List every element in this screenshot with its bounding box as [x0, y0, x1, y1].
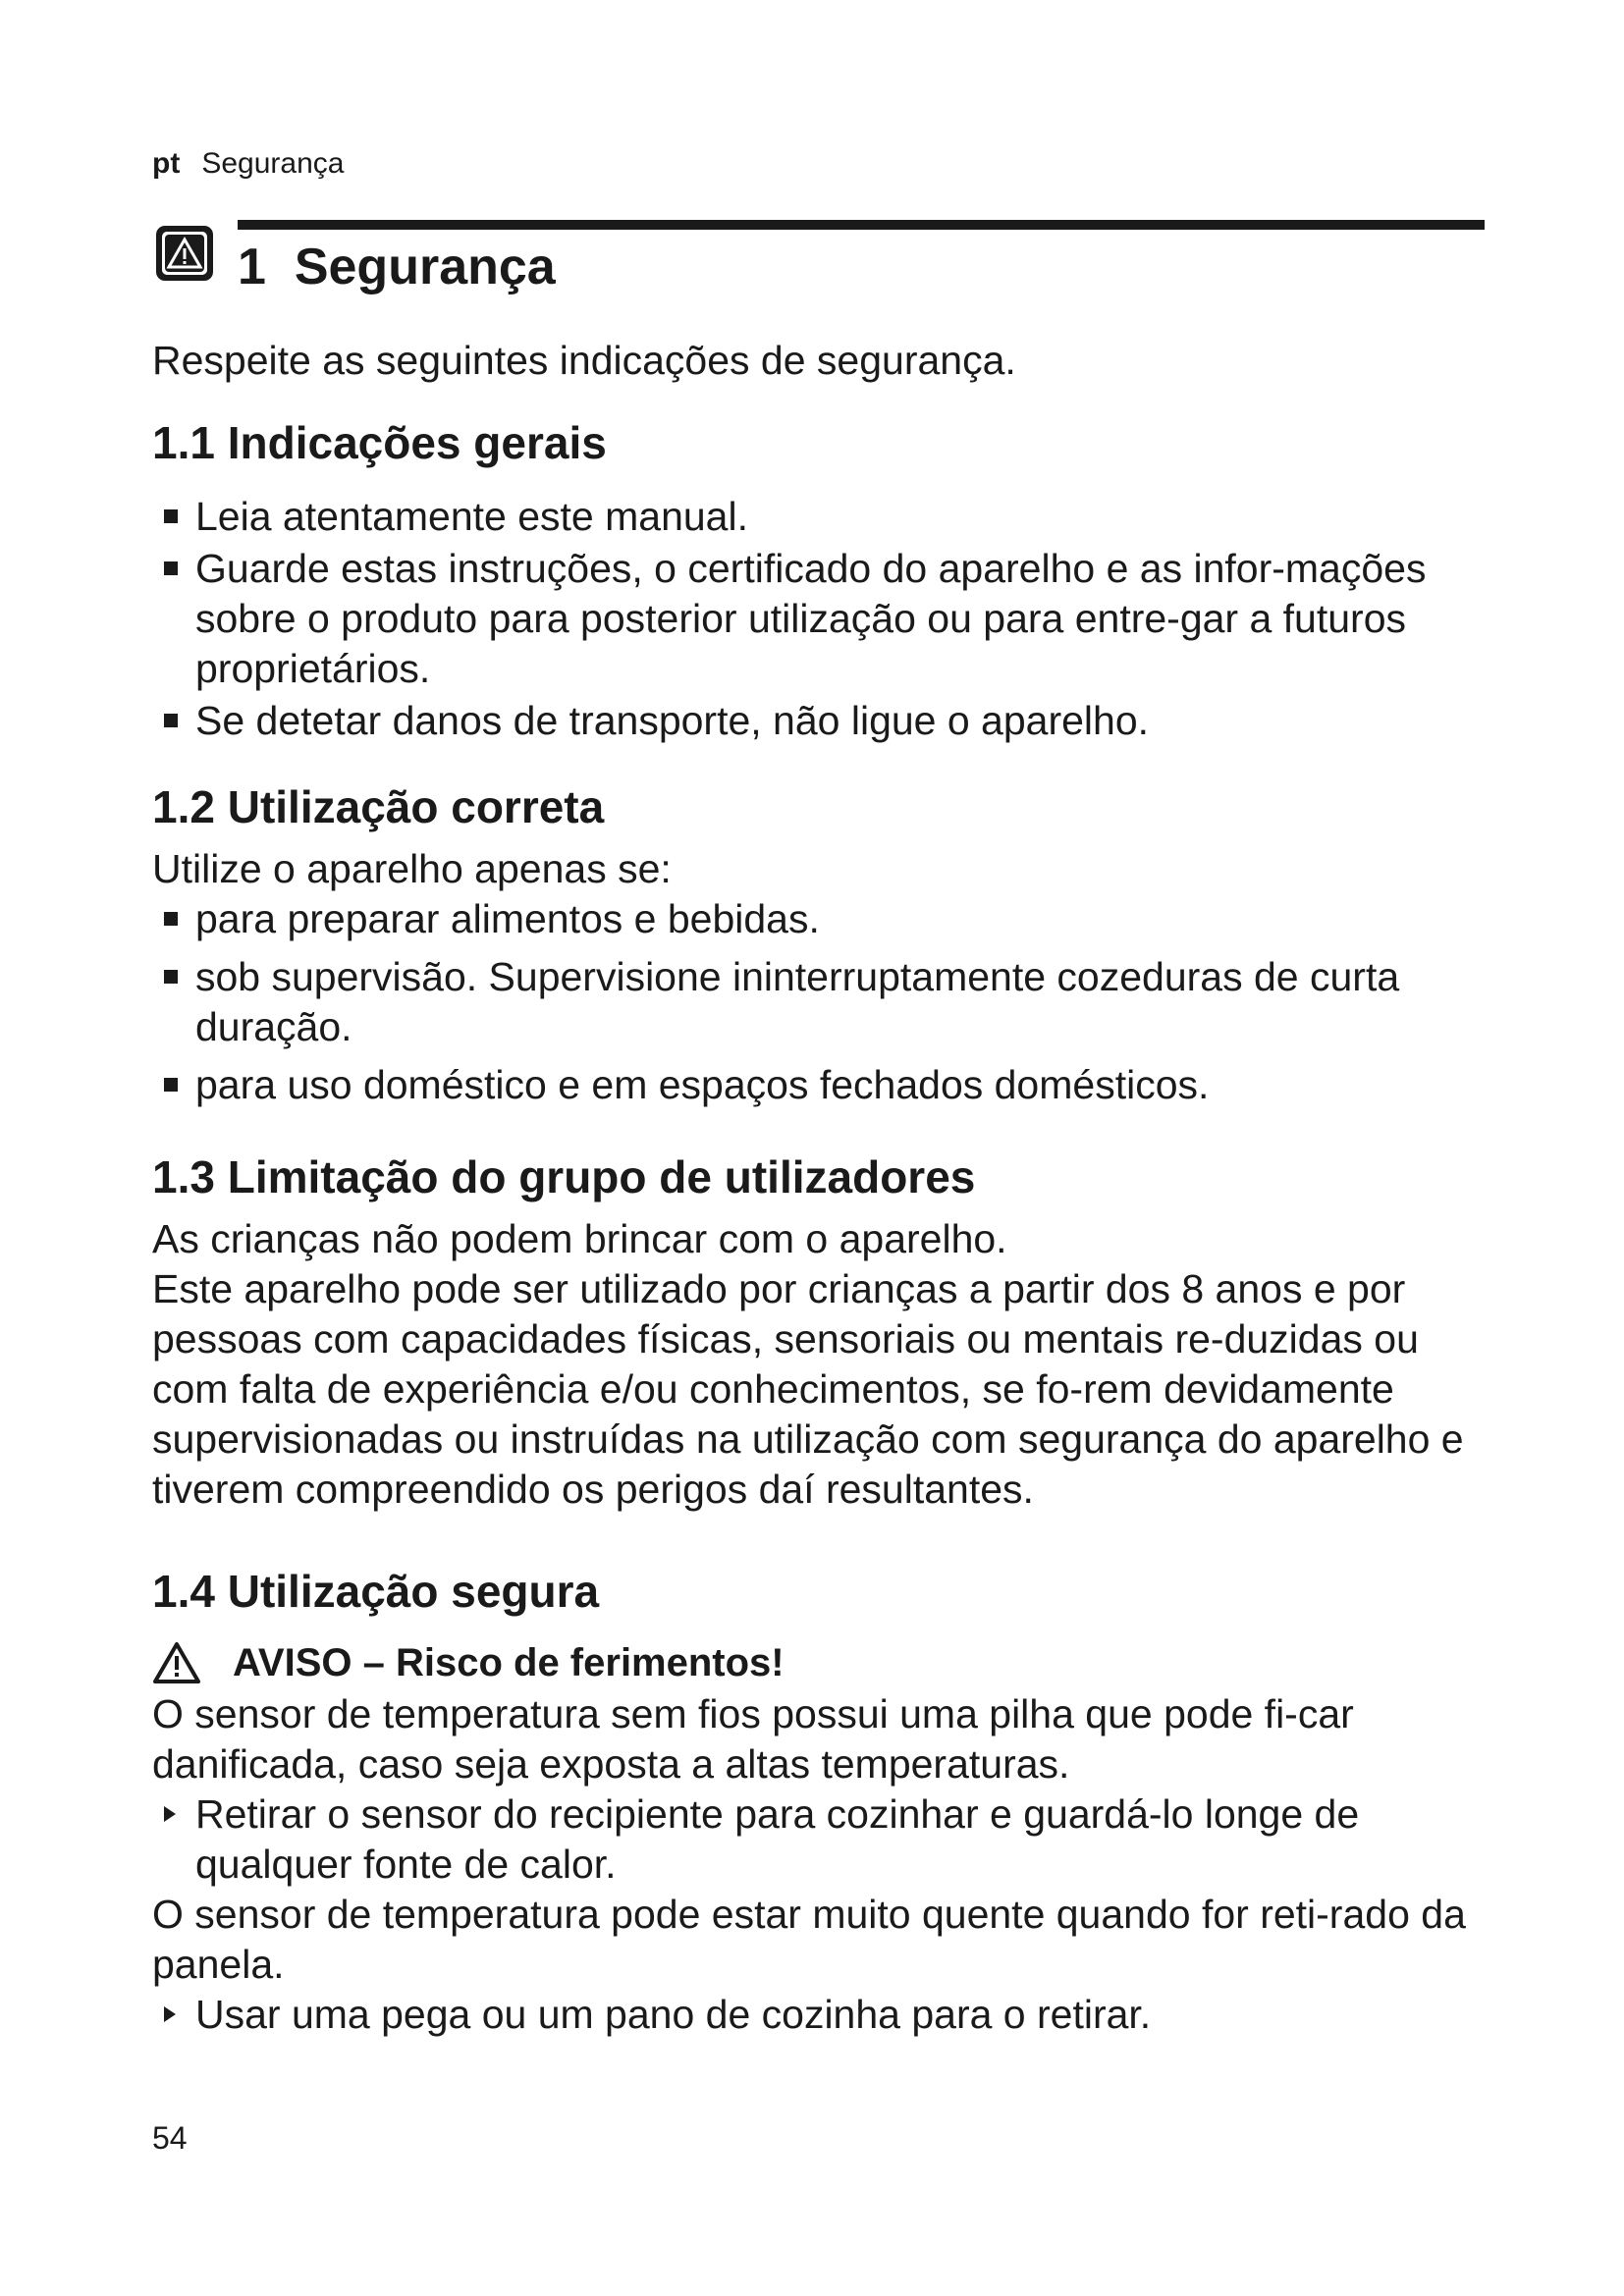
warning-heading	[152, 1636, 1488, 1689]
header-section: Segurança	[201, 147, 345, 180]
language-code: pt	[152, 147, 181, 180]
list-item: Se detetar danos de transporte, não ligue o aparelho.	[152, 696, 1488, 746]
section-heading-general: 1.1 Indicações gerais	[152, 417, 607, 468]
list-item: para preparar alimentos e bebidas.	[152, 894, 1488, 944]
list-item: Leia atentamente este manual.	[152, 492, 1488, 542]
section-heading-correct-use: 1.2 Utilização correta	[152, 781, 605, 832]
chapter-title-text: Segurança	[294, 239, 556, 295]
warning-title: AVISO – Risco de ferimentos!	[233, 1641, 785, 1684]
general-list	[152, 492, 1488, 746]
page-number: 54	[152, 2120, 188, 2156]
warning-actions	[152, 1990, 1488, 2040]
list-item: para uso doméstico e em espaços fechados domésticos.	[152, 1060, 1488, 1110]
warning-actions	[152, 1789, 1488, 1890]
paragraph: Este aparelho pode ser utilizado por crianças a partir dos 8 anos e por pessoas com capacidades físicas, sensoriais ou mentais re-duzidas ou com falta de experiência e/ou conhecimentos, se fo-rem devidamente supervisionadas ou instruídas na utilização com segurança do aparelho e tiverem compreendido os perigos daí resultantes.	[152, 1266, 1464, 1512]
paragraph: As crianças não podem brincar com o aparelho.	[152, 1216, 1007, 1261]
correct-use-list	[152, 894, 1488, 1110]
main-content	[152, 336, 1488, 2040]
section-heading-safe-use: 1.4 Utilização segura	[152, 1566, 600, 1617]
list-item: Guarde estas instruções, o certificado do aparelho e as infor-mações sobre o produto para posterior utilização ou para entre-gar a futuros proprietários.	[152, 544, 1488, 694]
section-heading-user-limitation: 1.3 Limitação do grupo de utilizadores	[152, 1151, 976, 1202]
chapter-intro: Respeite as seguintes indicações de segurança.	[152, 338, 1016, 383]
chapter-title	[238, 236, 556, 298]
correct-use-lead: Utilize o aparelho apenas se:	[152, 846, 672, 891]
warning-triangle-icon	[154, 224, 215, 283]
running-header	[152, 147, 344, 181]
action-step: Usar uma pega ou um pano de cozinha para o retirar.	[152, 1990, 1488, 2040]
chapter-number: 1	[238, 239, 266, 295]
warning-text: O sensor de temperatura pode estar muito quente quando for reti-rado da panela.	[152, 1892, 1466, 1987]
action-step: Retirar o sensor do recipiente para cozinhar e guardá-lo longe de qualquer fonte de calor.	[152, 1789, 1488, 1890]
warning-text: O sensor de temperatura sem fios possui uma pilha que pode fi-car danificada, caso seja exposta a altas temperaturas.	[152, 1691, 1354, 1787]
chapter-rule	[238, 220, 1485, 230]
warning-triangle-icon	[152, 1641, 201, 1684]
list-item: sob supervisão. Supervisione ininterruptamente cozeduras de curta duração.	[152, 952, 1488, 1052]
